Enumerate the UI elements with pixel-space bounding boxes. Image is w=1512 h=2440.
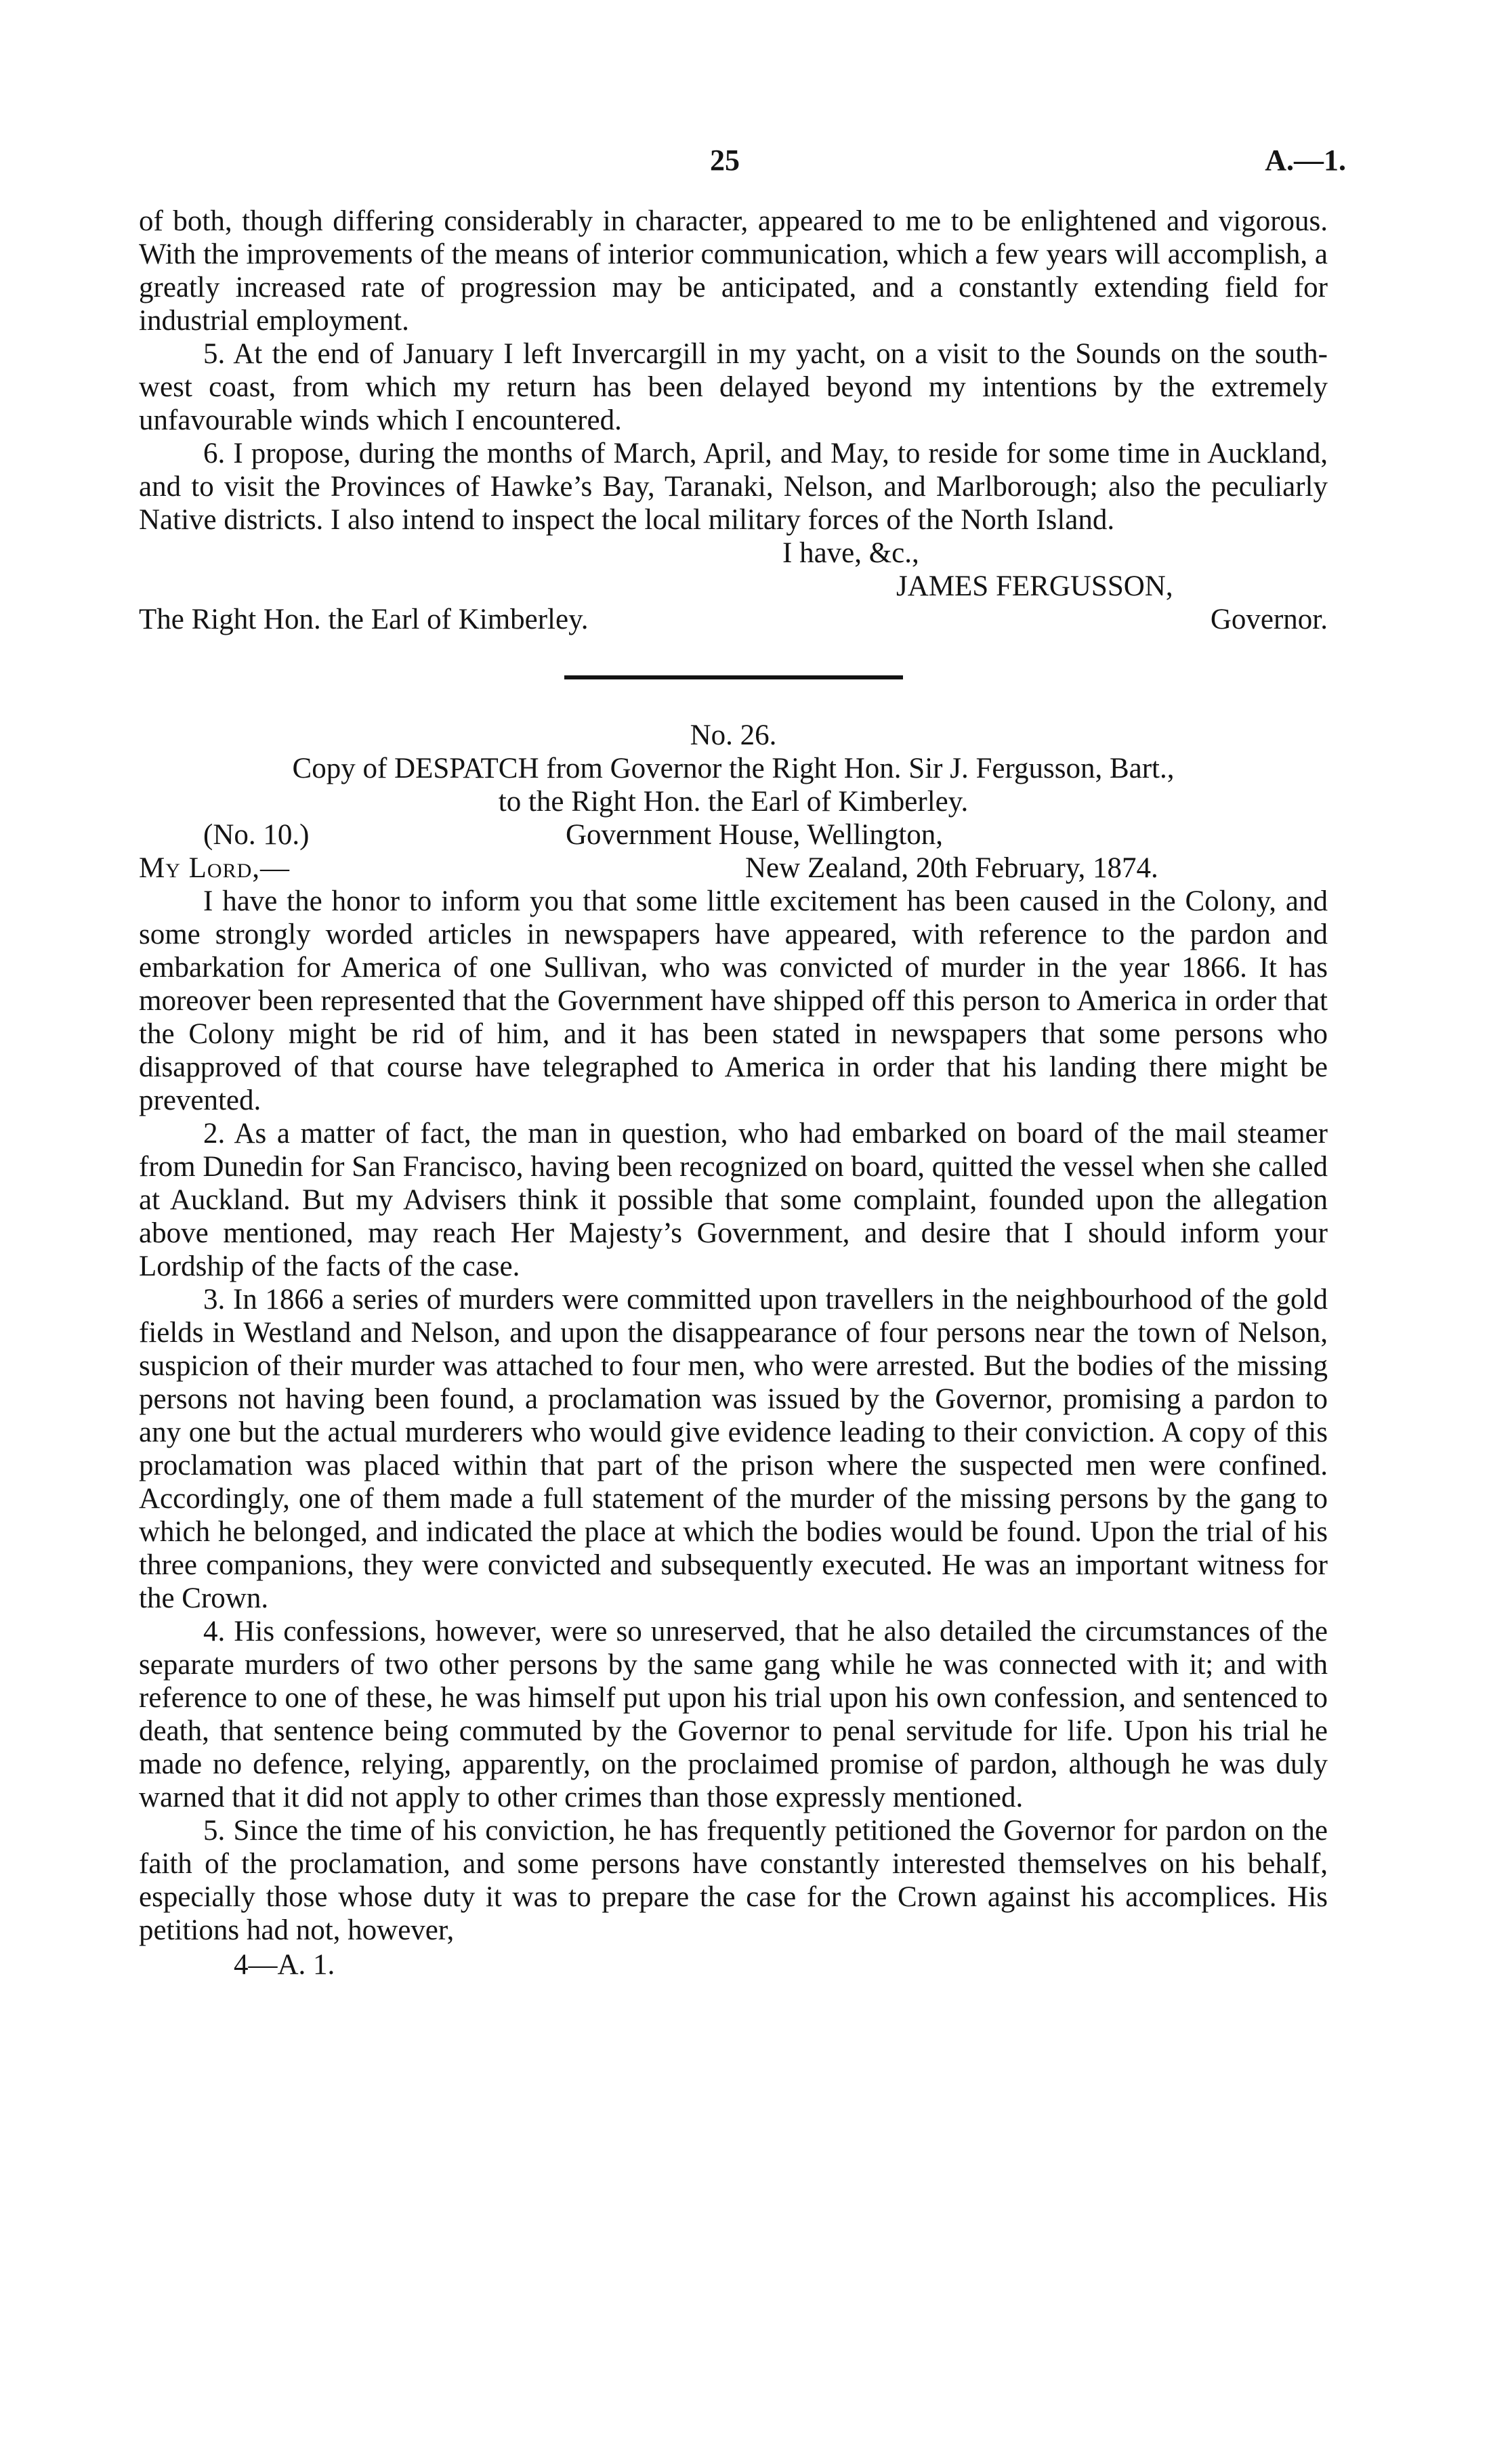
paragraph-5-voyage: 5. At the end of January I left Invercargill in my yacht, on a visit to the Sounds on the south-west coast, from which my return has been delayed beyond my intentions by the extremely unfavourable winds which I encountered. xyxy=(139,338,1328,436)
despatch-paragraph-5: 5. Since the time of his conviction, he has frequently petitioned the Governor for pardon on the faith of the proclamation, and some persons have constantly interested themselves on his behalf, especially those whose duty it was to prepare the case for the Crown against his accomplices. His petitions had not, however, xyxy=(139,1815,1328,1946)
dateline-row-2 xyxy=(139,851,1328,885)
addressee: The Right Hon. the Earl of Kimberley. xyxy=(139,604,589,635)
despatch-number: No. 26. xyxy=(690,719,777,751)
document-reference: A.—1. xyxy=(1265,144,1346,177)
despatch-title-line-1: Copy of DESPATCH from Governor the Right Hon. Sir J. Fergusson, Bart., xyxy=(292,753,1175,784)
signature-row xyxy=(139,603,1328,636)
despatch-paragraph-3: 3. In 1866 a series of murders were committed upon travellers in the neighbourhood of the gold fields in Westland and Nelson, and upon the disappearance of four persons near the town of Nelson, suspicion of their murder was attached to four men, who were arrested. But the bodies of the missing persons not having been found, a proclamation was issued by the Governor, promising a pardon to any one but the actual murderers who would give evidence leading to their conviction. A copy of this proclamation was placed within that part of the prison where the suspected men were confined. Accordingly, one of them made a full statement of the murder of the missing persons by the gang to which he belonged, and indicated the place at which the bodies would be found. Upon the trial of his three companions, they were convicted and subsequently executed. He was an important witness for the Crown. xyxy=(139,1284,1328,1614)
address-line-2: New Zealand, 20th February, 1874. xyxy=(745,852,1158,884)
dateline-row-1 xyxy=(139,818,1328,851)
despatch-ref-number: (No. 10.) xyxy=(203,819,310,851)
despatch-title xyxy=(139,752,1328,818)
signatory-title: Governor. xyxy=(1210,604,1328,635)
salutation: My Lord,— xyxy=(139,852,291,884)
signature-name: JAMES FERGUSSON, xyxy=(896,570,1173,602)
signature-mark: 4—A. 1. xyxy=(234,1949,335,1981)
despatch-title-line-2: to the Right Hon. the Earl of Kimberley. xyxy=(498,786,969,818)
despatch-paragraph-2: 2. As a matter of fact, the man in question, who had embarked on board of the mail steamer from Dunedin for San Francisco, having been recognized on board, quitted the vessel when she called at Auckland. But my Advisers think it possible that some complaint, founded upon the allegation above mentioned, may reach Her Majesty’s Government, and desire that I should inform your Lordship of the facts of the case. xyxy=(139,1118,1328,1282)
continuation-paragraph: of both, though differing considerably in character, appeared to me to be enlightened and vigorous. With the improvements of the means of interior communication, which a few years will accomplish, a greatly increased rate of progression may be anticipated, and a constantly extending field for industrial employment. xyxy=(139,205,1328,337)
paragraph-6-plans: 6. I propose, during the months of March, April, and May, to reside for some time in Auckland, and to visit the Provinces of Hawke’s Bay, Taranaki, Nelson, and Marlborough; also the peculiarly Native districts. I also intend to inspect the local military forces of the North Island. xyxy=(139,438,1328,536)
section-divider xyxy=(139,636,1328,716)
despatch-paragraph-1: I have the honor to inform you that some little excitement has been caused in the Colony, and some strongly worded articles in newspapers have appeared, with reference to the pardon and embarkation for America of one Sullivan, who was convicted of murder in the year 1866. It has moreover been represented that the Government have shipped off this person to America in order that the Colony might be rid of him, and it has been stated in newspapers that some persons who disapproved of that course have telegraphed to America in order that his landing there might be prevented. xyxy=(139,885,1328,1116)
page-number: 25 xyxy=(710,144,740,177)
closing-formula: I have, &c., xyxy=(782,537,919,569)
address-line-1: Government House, Wellington, xyxy=(566,819,944,851)
despatch-paragraph-4: 4. His confessions, however, were so unreserved, that he also detailed the circumstances of the separate murders of two other persons by the same gang while he was connected with it; and with reference to one of these, he was himself put upon his trial upon his own confession, and sentenced to death, that sentence being commuted by the Governor to penal servitude for life. Upon his trial he made no defence, relying, apparently, on the proclaimed promise of pardon, although he was duly warned that it did not apply to other crimes than those expressly mentioned. xyxy=(139,1616,1328,1813)
text-column xyxy=(139,205,1328,1981)
